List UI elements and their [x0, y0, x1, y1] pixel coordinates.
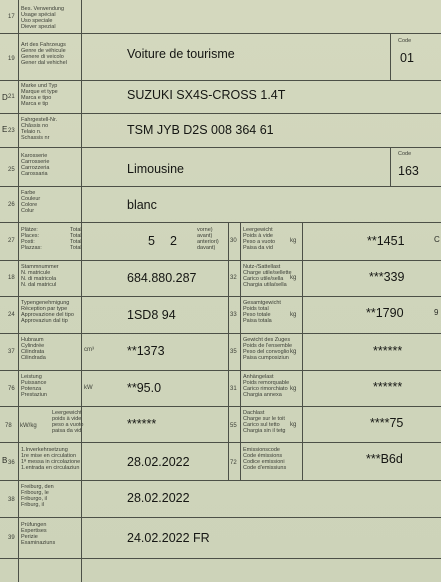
middle-number-rule	[240, 222, 241, 480]
field-label-make-type: Marke und Typ Marque et type Marca e tipo Marca e tip	[21, 83, 58, 107]
field-label-type-approval: Typengenehmigung Réception par type Approvazione del tipo Approvaziun dal tip	[21, 300, 74, 324]
field-number: 24	[8, 312, 15, 318]
row-divider	[0, 222, 441, 223]
field-number: 35	[230, 349, 237, 355]
row-divider	[0, 260, 441, 261]
roof-load-value: ****75	[370, 416, 404, 430]
unit-kg: kg	[290, 275, 297, 281]
field-label-power-weight-ratio: Leergewicht poids à vide peso a vuoto paisa da vid	[52, 410, 84, 434]
vehicle-type-code: 01	[400, 51, 414, 65]
displacement-value: **1373	[127, 344, 165, 358]
edge-mark-c: C	[434, 235, 440, 244]
issue-date-value: 28.02.2022	[127, 491, 190, 505]
code-column-rule	[390, 147, 391, 186]
total-weight-value: **1790	[366, 306, 404, 320]
code-label: Code	[398, 38, 412, 44]
edge-mark-9: 9	[434, 308, 439, 317]
power-value: **95.0	[127, 381, 162, 395]
master-number-value: 684.880.287	[127, 271, 197, 285]
field-number: 38	[8, 497, 15, 503]
field-number: 21	[8, 94, 15, 100]
field-number: 32	[230, 275, 237, 281]
first-registration-value: 28.02.2022	[127, 455, 190, 469]
number-column-rule	[18, 0, 19, 582]
unit-kg: kg	[290, 349, 297, 355]
vehicle-type-value: Voiture de tourisme	[127, 47, 235, 61]
field-number: 37	[8, 349, 15, 355]
field-label-vehicle-type: Art des Fahrzeugs Genre de véhicule Genere di veicolo Gener dal vehichel	[21, 42, 67, 66]
edge-mark-b: B	[2, 456, 8, 465]
row-divider	[0, 33, 441, 34]
seats-front-value: 2	[170, 234, 177, 248]
field-label-issue-place-date: Freiburg, den Fribourg, le Friburgo, il Friburg, il	[21, 484, 54, 508]
inspection-value: 24.02.2022 FR	[127, 531, 210, 545]
code-label: Code	[398, 151, 412, 157]
unit-cm3: cm³	[84, 347, 94, 353]
empty-weight-value: **1451	[367, 234, 405, 248]
field-label-payload: Nutz-/Sattellast Charge utile/sellette Carico utile/sella Chargia utila/sella	[243, 264, 292, 288]
field-label-chassis: Fahrgestell-Nr. Châssis no Telaio n. Schassis nr	[21, 117, 58, 141]
colour-value: blanc	[127, 198, 157, 212]
field-number: 78	[5, 423, 12, 429]
seats-total-value: 5	[148, 234, 155, 248]
train-weight-value: ******	[373, 344, 403, 358]
row-divider	[0, 333, 441, 334]
row-divider	[0, 442, 441, 443]
row-divider	[0, 80, 441, 81]
unit-kg: kg	[290, 386, 297, 392]
field-label-trailer-load: Anhängelast Poids remorquable Carico rimorchiato Chargia annexa	[243, 374, 290, 398]
field-label-master-number: Stammnummer N. matricule N. di matricola N. dal matricul	[21, 264, 59, 288]
field-number: 31	[230, 386, 237, 392]
unit-kw: kW	[84, 385, 93, 391]
payload-value: ***339	[369, 270, 405, 284]
row-divider	[0, 406, 441, 407]
field-number: 26	[8, 202, 15, 208]
trailer-load-value: ******	[373, 380, 403, 394]
unit-kw-per-kg: kW/kg	[20, 423, 37, 429]
middle-column-rule	[228, 222, 229, 480]
code-column-rule	[390, 33, 391, 80]
unit-kg: kg	[290, 422, 297, 428]
chassis-number-value: TSM JYB D2S 008 364 61	[127, 123, 274, 137]
field-label-displacement: Hubraum Cylindrée Cilindrata Cilindrada	[21, 337, 46, 361]
field-label-empty-weight: Leergewicht Poids à vide Peso a vuoto Paisa da vid	[243, 227, 276, 251]
field-label-body: Karosserie Carrosserie Carrozzeria Carossaria	[21, 153, 50, 177]
field-label-power: Leistung Puissance Potenza Prestaziun	[21, 374, 47, 398]
row-divider	[0, 480, 441, 481]
row-divider	[0, 558, 441, 559]
field-number: 72	[230, 460, 237, 466]
field-number: 55	[230, 423, 237, 429]
field-label-train-weight: Gewicht des Zuges Poids de l'ensemble Peso del convoglio Paisa cumposiziun	[243, 337, 293, 361]
field-label-colour: Farbe Couleur Colore Colur	[21, 190, 41, 214]
power-weight-ratio-value: ******	[127, 417, 157, 431]
field-number: 36	[8, 460, 15, 466]
field-number: 30	[230, 238, 237, 244]
field-label-roof-load: Dachlast Charge sur le toit Carico sul tetto Chargia sin il tetg	[243, 410, 286, 434]
unit-kg: kg	[290, 312, 297, 318]
row-divider	[0, 186, 441, 187]
make-type-value: SUZUKI SX4S-CROSS 1.4T	[127, 88, 286, 102]
seats-front-label: vorne) avant) anteriori) davant)	[197, 227, 219, 251]
emission-code-value: ***B6d	[366, 452, 403, 466]
row-divider	[0, 370, 441, 371]
field-number: 19	[8, 56, 15, 62]
field-number: 17	[8, 14, 15, 20]
field-label-inspections: Prüfungen Expertises Perizie Examinaziuns	[21, 522, 56, 546]
seats-total-label: Total Total Total Total	[70, 227, 82, 251]
unit-kg: kg	[290, 238, 297, 244]
field-number: 23	[8, 128, 15, 134]
field-number: 33	[230, 312, 237, 318]
row-divider	[0, 296, 441, 297]
field-number: 27	[8, 238, 15, 244]
middle-label-rule	[302, 222, 303, 480]
label-column-rule	[81, 0, 82, 582]
field-label-special-use: Bes. Verwendung Usage spécial Uso speciale Diever spezial	[21, 6, 65, 30]
row-divider	[0, 147, 441, 148]
field-number: 39	[8, 535, 15, 541]
field-number: 18	[8, 275, 15, 281]
field-label-emission-code: Emissionscode Code émissions Codice emissioni Code d'emissiuns	[243, 447, 287, 471]
field-number: 25	[8, 167, 15, 173]
row-divider	[0, 113, 441, 114]
field-label-seats: Plätze: Places: Posti: Plazzas:	[21, 227, 42, 251]
field-label-first-registration: 1.Inverkehrsetzung 1re mise en circulation 1ª messa in circolazione 1.entrada en circulaziun	[21, 447, 81, 471]
body-value: Limousine	[127, 162, 184, 176]
type-approval-value: 1SD8 94	[127, 308, 176, 322]
field-label-total-weight: Gesamtgewicht Poids total Peso totale Paisa totala	[243, 300, 281, 324]
body-code: 163	[398, 164, 419, 178]
field-number: 76	[8, 386, 15, 392]
edge-mark-e: E	[2, 125, 8, 134]
row-divider	[0, 517, 441, 518]
edge-mark-d: D	[2, 93, 8, 102]
